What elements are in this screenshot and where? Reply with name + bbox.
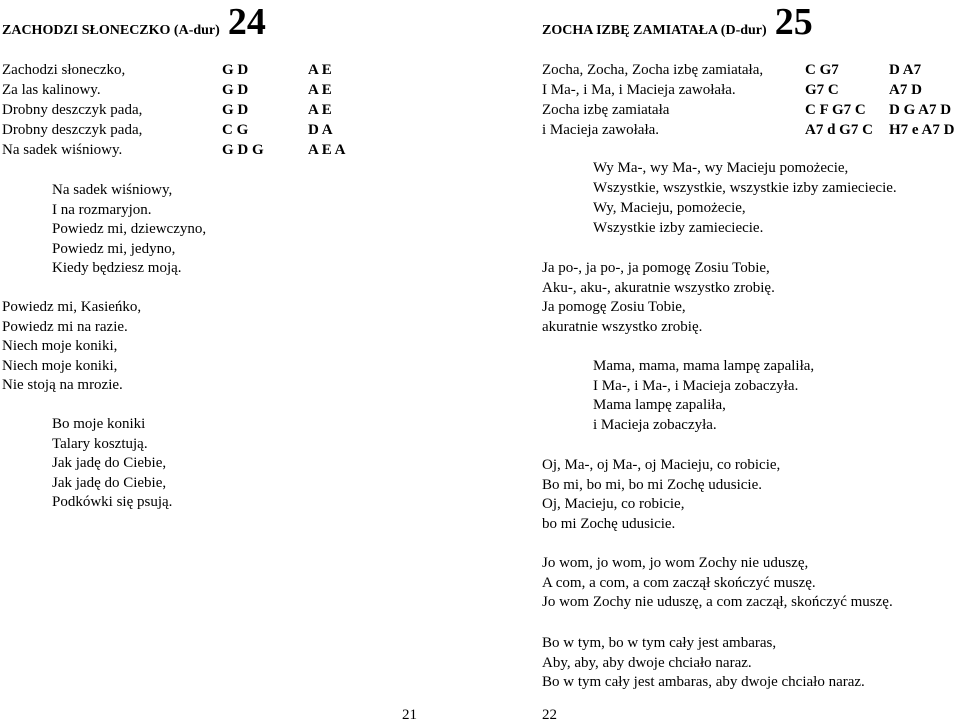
right-lyric-line: Jo wom Zochy nie uduszę, a com zaczął, skończyć muszę. (542, 594, 893, 610)
right-lyric-line: bo mi Zochę udusicie. (542, 515, 676, 532)
right-title-number: 25 (774, 1, 813, 43)
right-lyric-line: Jo wom, jo wom, jo wom Zochy nie uduszę, (542, 555, 809, 571)
left-lyric-line: Drobny deszczyk pada, (2, 122, 143, 138)
left-chord-label: C G (222, 122, 249, 138)
right-lyric-line: Ja pomogę Zosiu Tobie, (542, 299, 686, 315)
right-lyric-line: Wy Ma-, wy Ma-, wy Macieju pomożecie, (593, 160, 849, 176)
left-page (0, 0, 479, 723)
left-lyric-line: Powiedz mi, dziewczyno, (52, 221, 207, 237)
left-chord-label: G D (222, 62, 249, 78)
left-chord-label: A E (308, 82, 332, 98)
right-lyric-line: Wszystkie, wszystkie, wszystkie izby zamieciecie. (593, 180, 897, 196)
right-lyric-line: A com, a com, a com zaczął skończyć muszę. (542, 574, 816, 591)
right-chord-label: C G7 (805, 62, 839, 78)
right-title-text: ZOCHA IZBĘ ZAMIATAŁA (D-dur) (542, 23, 767, 38)
left-lyric-line: Jak jadę do Ciebie, (52, 474, 167, 491)
left-page-number: 21 (402, 707, 417, 723)
right-page-number: 22 (542, 707, 557, 723)
right-lyric-line: Mama, mama, mama lampę zapaliła, (593, 358, 815, 374)
right-chord-label: D A7 (889, 62, 922, 78)
left-lyric-line: Kiedy będziesz moją. (52, 260, 182, 276)
right-lyric-line: Bo mi, bo mi, bo mi Zochę udusicie. (542, 476, 762, 493)
right-chord-label: A7 d G7 C (805, 122, 873, 138)
left-lyric-line: Niech moje koniki, (2, 357, 118, 374)
right-lyric-line: Bo w tym cały jest ambaras, aby dwoje chciało naraz. (542, 674, 865, 690)
left-lyric-line: Drobny deszczyk pada, (2, 102, 143, 118)
left-lyric-line: Na sadek wiśniowy, (52, 182, 173, 198)
right-chord-label: D G A7 D (889, 102, 952, 118)
left-title-text: ZACHODZI SŁONECZKO (A-dur) (2, 23, 220, 38)
right-chord-label: A7 D (889, 82, 922, 98)
right-lyric-line: Oj, Ma-, oj Ma-, oj Macieju, co robicie, (542, 457, 781, 473)
left-lyric-line: Talary kosztują. (52, 435, 148, 452)
left-chord-label: A E (308, 102, 332, 118)
right-lyric-line: I Ma-, i Ma, i Macieja zawołała. (542, 82, 736, 98)
left-chord-label: A E (308, 62, 332, 78)
right-lyric-line: Bo w tym, bo w tym cały jest ambaras, (542, 635, 777, 651)
right-lyric-line: Ja po-, ja po-, ja pomogę Zosiu Tobie, (542, 260, 770, 276)
right-lyric-line: Mama lampę zapaliła, (593, 397, 726, 413)
right-lyric-line: akuratnie wszystko zrobię. (542, 318, 703, 335)
right-lyric-line: Wszystkie izby zamieciecie. (593, 220, 764, 236)
left-chord-label: D A (308, 122, 333, 138)
left-lyric-line: Za las kalinowy. (2, 82, 101, 98)
left-chord-label: G D (222, 82, 249, 98)
left-lyric-line: Na sadek wiśniowy. (2, 142, 123, 158)
left-title-number: 24 (227, 1, 266, 43)
right-lyric-line: Wy, Macieju, pomożecie, (593, 200, 746, 216)
right-lyric-line: I Ma-, i Ma-, i Macieja zobaczyła. (593, 377, 799, 394)
right-lyric-line: i Macieja zobaczyła. (593, 416, 717, 433)
left-chord-label: G D (222, 102, 249, 118)
left-lyric-line: Bo moje koniki (52, 416, 146, 432)
left-lyric-line: Niech moje koniki, (2, 338, 118, 354)
right-lyric-line: Aku-, aku-, akuratnie wszystko zrobię. (542, 279, 775, 296)
right-chord-label: H7 e A7 D (889, 122, 955, 138)
left-lyric-line: Jak jadę do Ciebie, (52, 455, 167, 471)
left-song-title (2, 0, 266, 44)
right-lyric-line: Zocha, Zocha, Zocha izbę zamiatała, (542, 62, 764, 78)
right-lyric-line: Aby, aby, aby dwoje chciało naraz. (542, 654, 752, 671)
right-lyric-line: Zocha izbę zamiatała (542, 102, 670, 118)
left-chord-label: A E A (308, 142, 346, 158)
left-lyric-line: Zachodzi słoneczko, (2, 62, 126, 78)
right-song-title (542, 0, 813, 44)
left-lyric-line: Powiedz mi, Kasieńko, (2, 299, 142, 315)
right-chord-label: C F G7 C (805, 102, 866, 118)
left-lyric-line: Powiedz mi, jedyno, (52, 240, 176, 257)
left-lyric-line: Nie stoją na mrozie. (2, 377, 123, 393)
right-page (479, 0, 959, 723)
left-lyric-line: Powiedz mi na razie. (2, 318, 128, 335)
right-lyric-line: i Macieja zawołała. (542, 122, 660, 138)
right-chord-label: G7 C (805, 82, 839, 98)
left-lyric-line: Podkówki się psują. (52, 494, 173, 510)
right-lyric-line: Oj, Macieju, co robicie, (542, 496, 685, 512)
left-lyric-line: I na rozmaryjon. (52, 201, 152, 218)
left-chord-label: G D G (222, 142, 264, 158)
